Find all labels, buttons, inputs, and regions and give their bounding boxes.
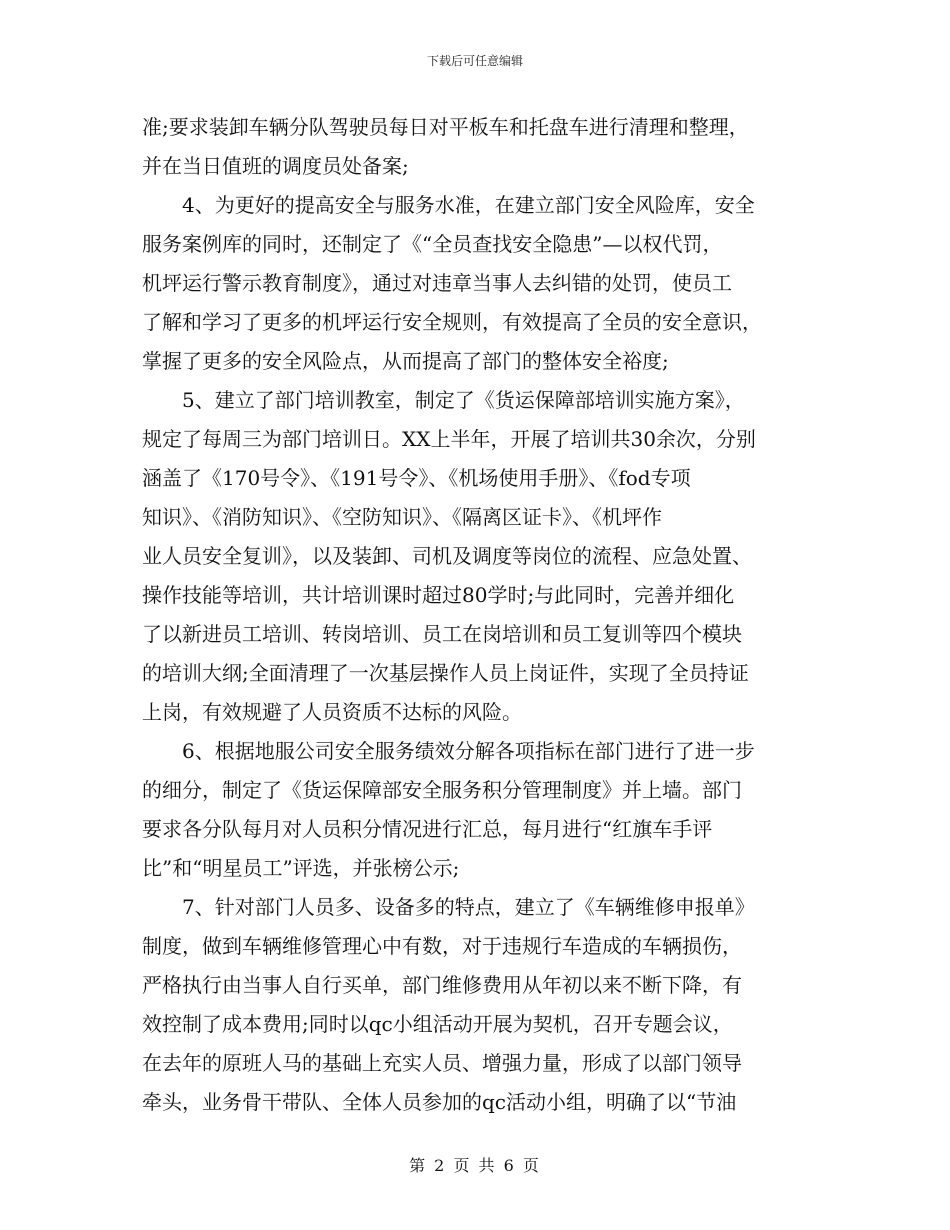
paragraph-start-4: 4、为更好的提高安全与服务水准，在建立部门安全风险库，安全 xyxy=(182,193,755,217)
text-line: 的细分，制定了《货运保障部安全服务积分管理制度》并上墙。部门 xyxy=(142,778,742,802)
text-line: 机坪运行警示教育制度》，通过对违章当事人去纠错的处罚，使员工 xyxy=(142,271,732,295)
text-line: 业人员安全复训》，以及装卸、司机及调度等岗位的流程、应急处置、 xyxy=(142,544,752,568)
text-line: 严格执行由当事人自行买单，部门维修费用从年初以来不断下降，有 xyxy=(142,973,742,997)
document-body xyxy=(142,108,814,1122)
text-line: 了以新进员工培训、转岗培训、员工在岗培训和员工复训等四个模块 xyxy=(142,622,742,646)
page-number-footer: 第 2 页 共 6 页 xyxy=(409,1156,541,1175)
text-line: 要求各分队每月对人员积分情况进行汇总，每月进行“红旗车手评 xyxy=(142,817,713,841)
text-line: 规定了每周三为部门培训日。XX上半年，开展了培训共30余次，分别 xyxy=(142,427,756,451)
text-line: 并在当日值班的调度员处备案; xyxy=(142,154,409,178)
paragraph-start-7: 7、针对部门人员多、设备多的特点，建立了《车辆维修申报单》 xyxy=(182,895,755,919)
text-line: 比”和“明星员工”评选，并张榜公示; xyxy=(142,856,460,880)
text-line: 上岗，有效规避了人员资质不达标的风险。 xyxy=(142,700,522,724)
text-line: 了解和学习了更多的机坪运行安全规则，有效提高了全员的安全意识， xyxy=(142,310,762,334)
text-line: 服务案例库的同时，还制定了《“全员查找安全隐患”—以权代罚， xyxy=(142,232,723,256)
page-header: 下载后可任意编辑 xyxy=(426,54,523,68)
text-line: 掌握了更多的安全风险点，从而提高了部门的整体安全裕度; xyxy=(142,349,669,373)
text-line: 知识》、《消防知识》、《空防知识》、《隔离区证卡》、《机坪作 xyxy=(142,505,662,529)
text-line: 准;要求装卸车辆分队驾驶员每日对平板车和托盘车进行清理和整理， xyxy=(142,115,749,139)
text-line: 制度，做到车辆维修管理心中有数，对于违规行车造成的车辆损伤， xyxy=(142,934,742,958)
text-line: 的培训大纲;全面清理了一次基层操作人员上岗证件，实现了全员持证 xyxy=(142,661,749,685)
text-line: 效控制了成本费用;同时以qc小组活动开展为契机，召开专题会议， xyxy=(142,1012,733,1036)
paragraph-start-6: 6、根据地服公司安全服务绩效分解各项指标在部门进行了进一步 xyxy=(182,739,755,763)
text-line: 在去年的原班人马的基础上充实人员、增强力量，形成了以部门领导 xyxy=(142,1051,742,1075)
paragraph-start-5: 5、建立了部门培训教室，制定了《货运保障部培训实施方案》， xyxy=(182,388,745,412)
text-line: 操作技能等培训，共计培训课时超过80学时;与此同时，完善并细化 xyxy=(142,583,735,607)
text-line: 涵盖了《170号令》、《191号令》、《机场使用手册》、《fod专项 xyxy=(142,466,691,490)
text-line: 牵头，业务骨干带队、全体人员参加的qc活动小组，明确了以“节油 xyxy=(142,1090,737,1114)
